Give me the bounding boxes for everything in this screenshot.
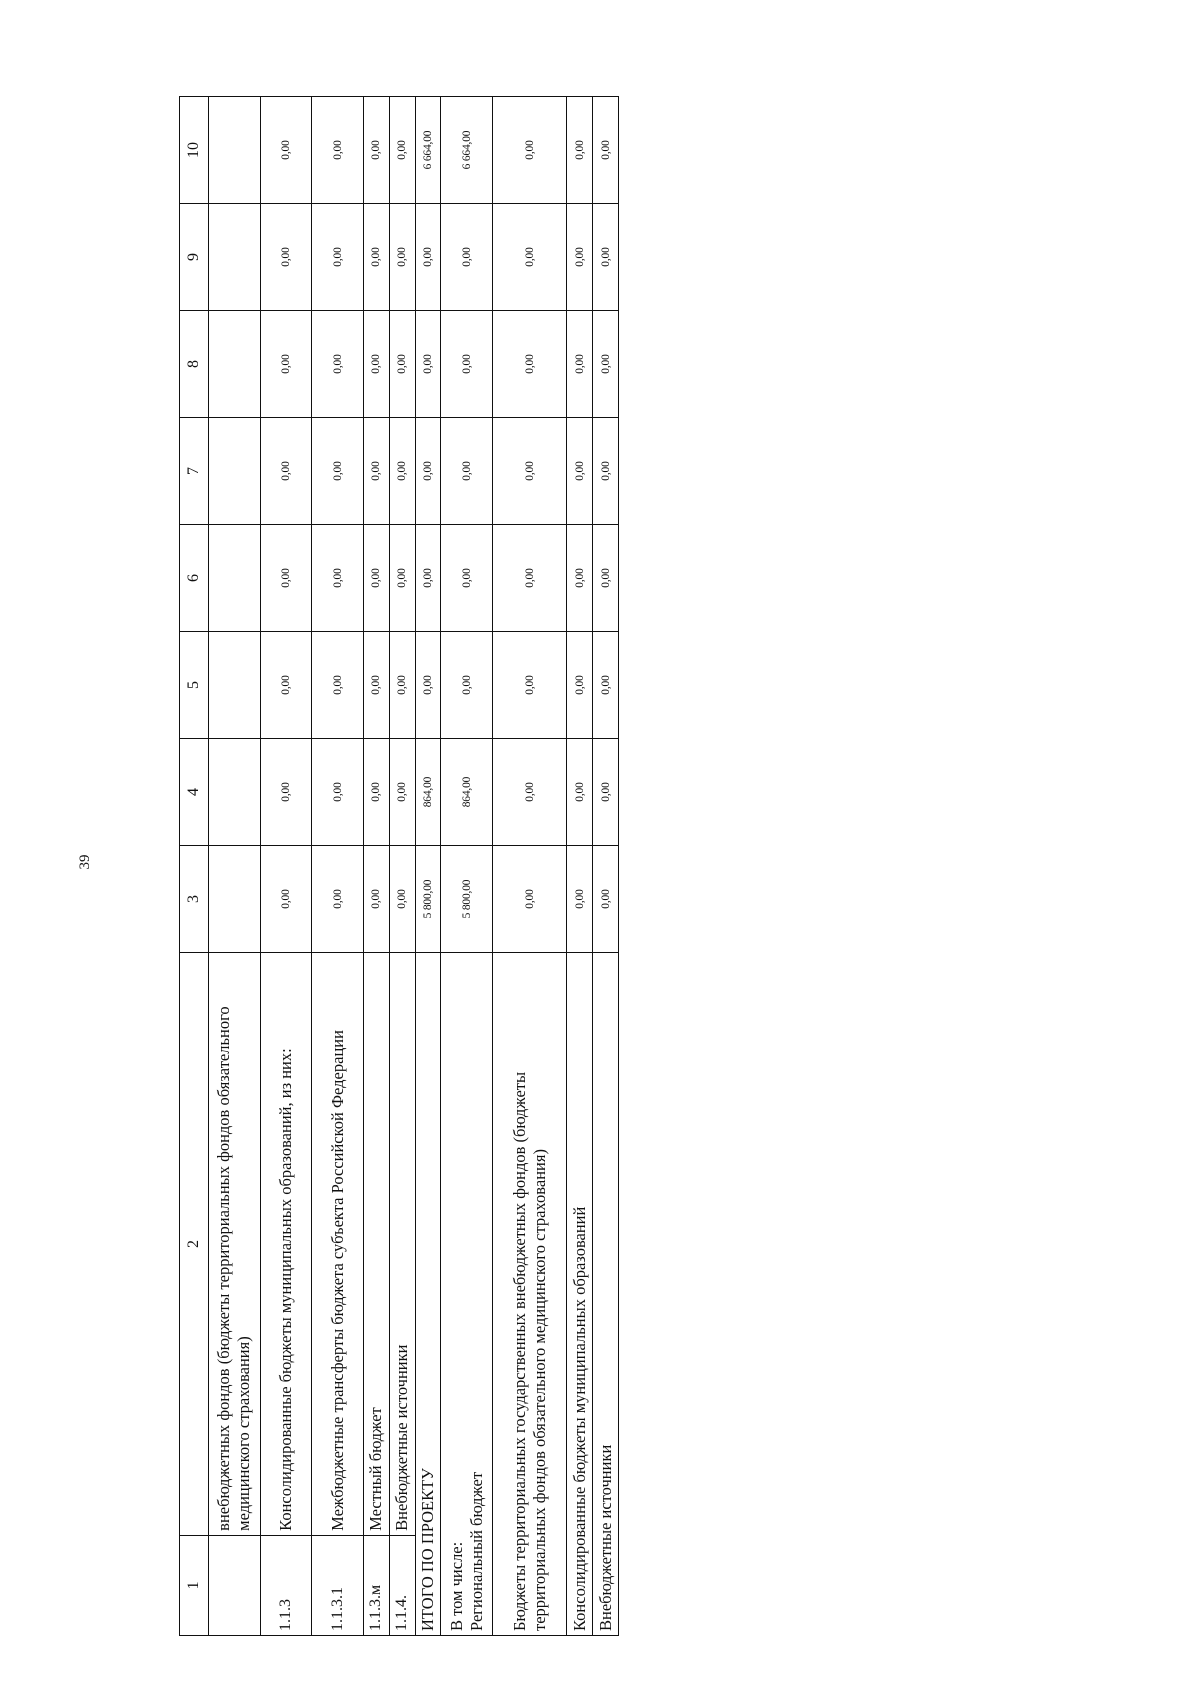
value-cell: 0,00 [260,846,312,953]
value-cell: 0,00 [260,204,312,311]
value-cell: 0,00 [389,97,415,204]
row-label: Консолидированные бюджеты муниципальных образований, из них: [260,953,312,1536]
row-code: 1.1.3 [260,1535,312,1635]
value-cell: 0,00 [493,632,567,739]
value-cell: 0,00 [260,525,312,632]
rotated-table-container [179,96,619,1636]
row-code: 1.1.3.м [363,1535,389,1635]
value-cell: 0,00 [363,97,389,204]
value-cell: 864,00 [415,739,441,846]
column-header: 7 [180,418,209,525]
column-header: 8 [180,311,209,418]
value-cell: 0,00 [415,311,441,418]
value-cell: 0,00 [312,97,364,204]
column-header: 6 [180,525,209,632]
table-row [415,97,441,1636]
value-cell: 0,00 [593,632,619,739]
value-cell: 0,00 [593,525,619,632]
value-cell: 0,00 [441,311,493,418]
value-cell: 0,00 [567,97,593,204]
value-cell: 0,00 [363,739,389,846]
value-cell [209,418,261,525]
value-cell: 0,00 [441,525,493,632]
value-cell: 0,00 [260,739,312,846]
value-cell: 0,00 [593,311,619,418]
value-cell: 0,00 [389,846,415,953]
row-label: В том числе: Региональный бюджет [441,953,493,1636]
value-cell: 0,00 [415,418,441,525]
row-code: 1.1.4. [389,1535,415,1635]
value-cell [209,846,261,953]
page-number: 39 [77,854,93,870]
value-cell: 0,00 [260,311,312,418]
value-cell: 0,00 [389,311,415,418]
value-cell: 0,00 [363,525,389,632]
value-cell: 0,00 [260,418,312,525]
value-cell: 0,00 [389,204,415,311]
row-code: 1.1.3.1 [312,1535,364,1635]
header-row [180,97,209,1636]
value-cell: 0,00 [567,311,593,418]
value-cell: 0,00 [567,632,593,739]
value-cell: 864,00 [441,739,493,846]
value-cell: 0,00 [493,739,567,846]
value-cell: 0,00 [363,311,389,418]
column-header: 4 [180,739,209,846]
value-cell: 0,00 [389,418,415,525]
table-row [567,97,593,1636]
row-label: Внебюджетные источники [389,953,415,1536]
value-cell: 0,00 [312,739,364,846]
value-cell: 0,00 [493,525,567,632]
value-cell: 5 800,00 [441,846,493,953]
value-cell: 0,00 [415,204,441,311]
value-cell: 0,00 [312,525,364,632]
value-cell: 0,00 [441,632,493,739]
table-row [389,97,415,1636]
column-header: 5 [180,632,209,739]
value-cell: 0,00 [363,204,389,311]
table-row [260,97,312,1636]
value-cell: 0,00 [415,632,441,739]
row-label: Межбюджетные трансферты бюджета субъекта Российской Федерации [312,953,364,1536]
column-header: 10 [180,97,209,204]
row-label: Внебюджетные источники [593,953,619,1636]
value-cell: 6 664,00 [415,97,441,204]
value-cell [209,204,261,311]
value-cell: 0,00 [593,97,619,204]
value-cell: 0,00 [493,97,567,204]
value-cell [209,311,261,418]
value-cell: 0,00 [441,418,493,525]
value-cell: 0,00 [567,418,593,525]
value-cell: 0,00 [389,525,415,632]
value-cell: 0,00 [493,846,567,953]
value-cell [209,632,261,739]
financing-table [179,96,619,1636]
value-cell: 0,00 [312,311,364,418]
value-cell: 0,00 [389,739,415,846]
table-row [209,97,261,1636]
value-cell: 0,00 [312,632,364,739]
table-row [441,97,493,1636]
table-row [312,97,364,1636]
row-label: Местный бюджет [363,953,389,1536]
value-cell: 0,00 [567,204,593,311]
row-label: ИТОГО ПО ПРОЕКТУ [415,953,441,1636]
value-cell: 0,00 [493,204,567,311]
value-cell: 0,00 [567,846,593,953]
value-cell: 0,00 [389,632,415,739]
value-cell: 6 664,00 [441,97,493,204]
column-header: 3 [180,846,209,953]
value-cell: 5 800,00 [415,846,441,953]
value-cell: 0,00 [312,418,364,525]
value-cell: 0,00 [593,739,619,846]
value-cell [209,739,261,846]
column-header: 9 [180,204,209,311]
value-cell: 0,00 [593,846,619,953]
value-cell [209,97,261,204]
value-cell: 0,00 [312,846,364,953]
value-cell: 0,00 [363,632,389,739]
rotated-table-wrapper [179,96,619,1636]
table-row [593,97,619,1636]
value-cell: 0,00 [493,418,567,525]
value-cell: 0,00 [363,418,389,525]
value-cell: 0,00 [441,204,493,311]
value-cell: 0,00 [493,311,567,418]
value-cell: 0,00 [260,97,312,204]
row-code [209,1535,261,1635]
value-cell: 0,00 [567,739,593,846]
value-cell: 0,00 [593,204,619,311]
value-cell: 0,00 [363,846,389,953]
value-cell: 0,00 [593,418,619,525]
value-cell: 0,00 [312,204,364,311]
value-cell [209,525,261,632]
value-cell: 0,00 [260,632,312,739]
value-cell: 0,00 [415,525,441,632]
column-header: 1 [180,1535,209,1635]
column-header: 2 [180,953,209,1536]
table-row [493,97,567,1636]
row-label: внебюджетных фондов (бюджеты территориальных фондов обязательного медицинского страхования) [209,953,261,1536]
row-label: Консолидированные бюджеты муниципальных образований [567,953,593,1636]
value-cell: 0,00 [567,525,593,632]
table-row [363,97,389,1636]
row-label: Бюджеты территориальных государственных внебюджетных фондов (бюджеты территориальных фондов обязательного медицинского страхования) [493,953,567,1636]
